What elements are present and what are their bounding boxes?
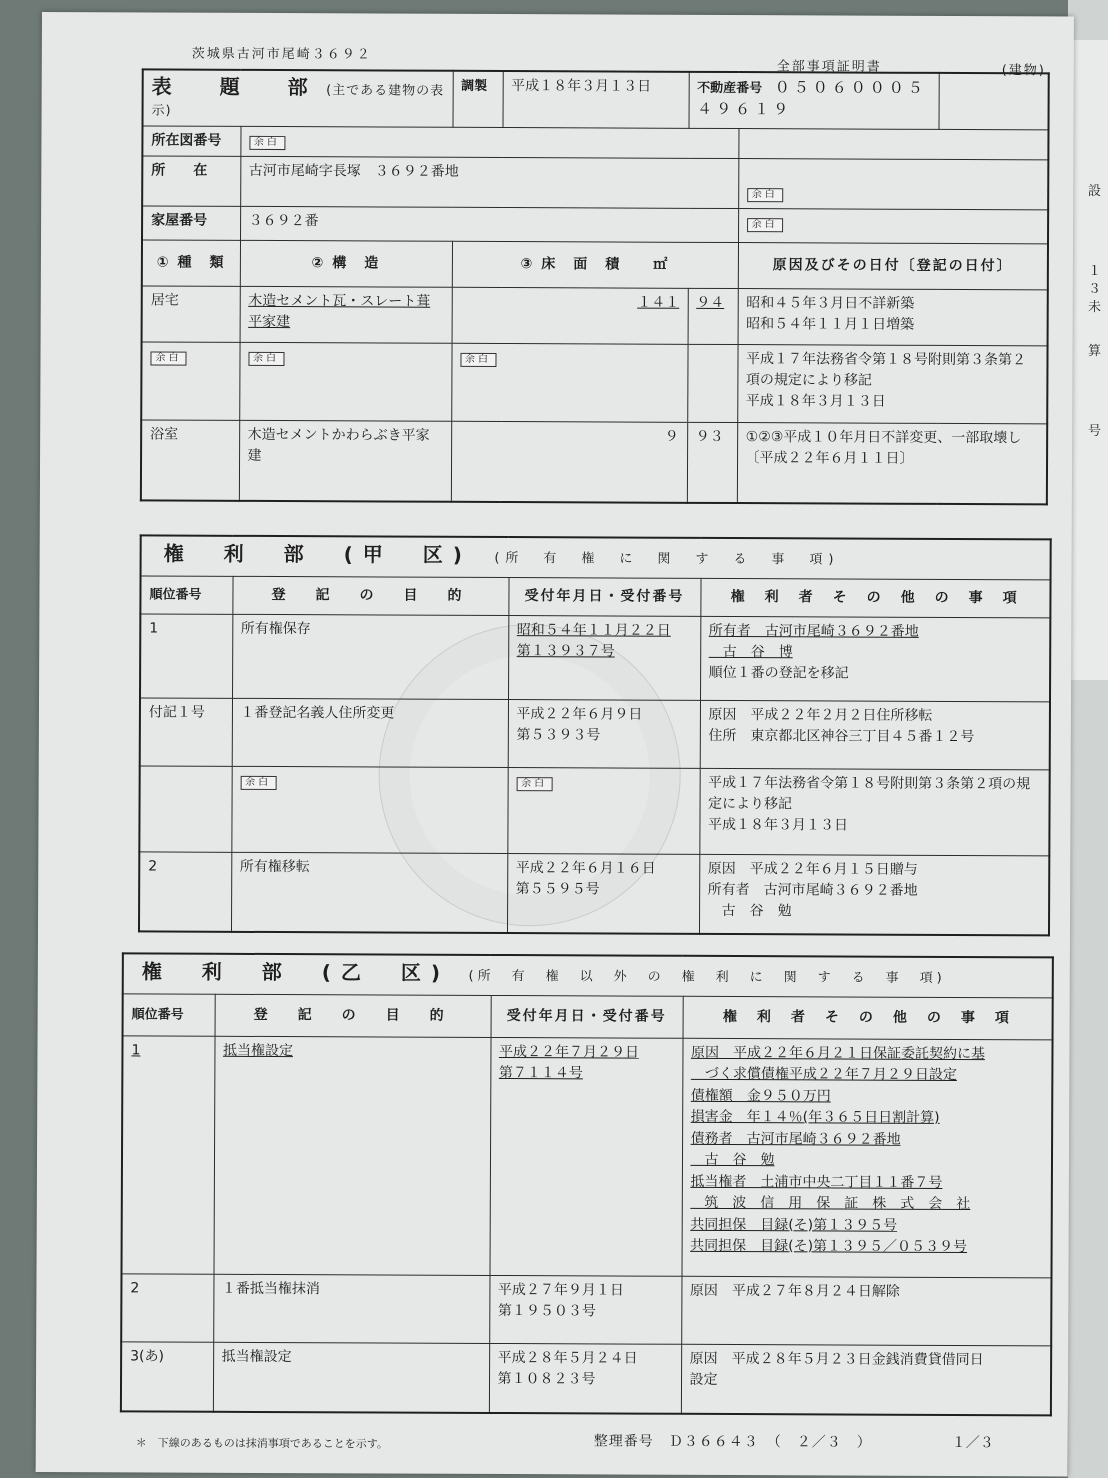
kenrisha-line: 古 谷 勉 xyxy=(707,902,792,919)
shozai-label: 所 在 xyxy=(142,156,240,206)
kenrisha-line: 損害金 年１４％(年３６５日日割計算) xyxy=(690,1108,940,1126)
juni-number: 3(あ) xyxy=(121,1341,213,1411)
mokuteki: 所有権移転 xyxy=(231,852,507,933)
uketsuke-line: 第５３９３号 xyxy=(516,726,601,743)
kenrisha-line: 原因 平成２２年２月２日住所移転 xyxy=(708,706,933,724)
uketsuke-line: 平成２２年７月２９日 xyxy=(498,1043,640,1061)
yohaku-stamp: 余白 xyxy=(150,351,186,365)
kaoku-value: ３６９２番 xyxy=(240,206,738,242)
kenrisha-line: 共同担保 目録(そ)第１３９５号 xyxy=(690,1216,898,1234)
fudosan-number: ０５０６０００５４９６１９ xyxy=(697,78,927,119)
kenrisha-line: 債権額 金９５０万円 xyxy=(690,1087,831,1104)
fudosan-label: 不動産番号 xyxy=(697,80,763,97)
col-kenrisha: 権 利 者 そ の 他 の 事 項 xyxy=(700,578,1050,618)
mokuteki: 所有権保存 xyxy=(232,614,508,699)
chosei-label: 調製 xyxy=(453,71,503,128)
kenrisha-line: づく求償債権平成２２年７月２９日設定 xyxy=(690,1065,957,1084)
kenrisha-line: 平成１８年３月１３日 xyxy=(707,816,848,834)
uketsuke-line: 第１３９３７号 xyxy=(516,642,615,660)
genin-line: ①②③平成１０年月日不詳変更、一部取壊し xyxy=(745,429,1022,447)
section-title: 表 題 部 xyxy=(151,74,322,100)
section-title: 権 利 部 (乙 区) xyxy=(141,959,451,985)
yohaku-stamp: 余白 xyxy=(249,136,285,150)
footnote: ＊ 下線のあるものは抹消事項であることを示す。 xyxy=(135,1436,388,1451)
yohaku-stamp: 余白 xyxy=(460,353,496,367)
kenrisha-line: 原因 平成２７年８月２４日解除 xyxy=(689,1282,900,1300)
property-address: 茨城県古河市尾崎３６９２ xyxy=(191,46,372,63)
juni-number: 2 xyxy=(121,1273,213,1341)
juni-number: 付記１号 xyxy=(140,697,232,765)
uketsuke-line: 平成２２年６月９日 xyxy=(516,705,643,723)
section-title: 権 利 部 (甲 区) xyxy=(163,541,472,567)
yohaku-stamp: 余白 xyxy=(516,777,552,791)
genin-line: 〔平成２２年６月１１日〕 xyxy=(745,450,914,467)
juni-number xyxy=(139,765,231,851)
col-menseki: ③ 床 面 積 ㎡ xyxy=(452,241,738,288)
area-integer: １４１ xyxy=(452,287,688,344)
col-shurui: ① 種 類 xyxy=(142,240,240,286)
seiri-number: 整理番号 Ｄ３６６４３ （ ２／３ ） xyxy=(593,1433,872,1451)
genin-line: 昭和４５年３月日不詳新築 xyxy=(746,295,915,312)
col-genin: 原因及びその日付〔登記の日付〕 xyxy=(738,243,1048,290)
section-subtitle: (主である建物の表示) xyxy=(151,83,445,119)
col-kozo: ② 構 造 xyxy=(240,240,452,287)
section-subtitle: (所 有 権 に 関 す る 事 項) xyxy=(494,550,840,568)
zumen-label: 所在図番号 xyxy=(142,126,240,156)
uketsuke-line: 第１０８２３号 xyxy=(497,1370,596,1387)
area-decimal: ９４ xyxy=(688,288,738,344)
section-subtitle: (所 有 権 以 外 の 権 利 に 関 す る 事 項) xyxy=(468,968,946,986)
uketsuke-line: 昭和５４年１１月２２日 xyxy=(516,621,671,639)
kenrisha-line: 共同担保 目録(そ)第１３９５／０５３９号 xyxy=(690,1237,968,1256)
entry-kozo: 木造セメントかわらぶき平家建 xyxy=(239,420,451,501)
document-type: 全部事項証明書 xyxy=(776,59,882,75)
col-mokuteki: 登 記 の 目 的 xyxy=(215,994,491,1037)
side-text: ３ xyxy=(1088,282,1102,297)
col-uketsuke: 受付年月日・受付番号 xyxy=(508,577,700,616)
uketsuke-line: 平成２２年６月１６日 xyxy=(515,859,656,877)
mokuteki: １番抵当権抹消 xyxy=(213,1274,489,1343)
juni-number: 1 xyxy=(121,1035,214,1273)
mokuteki: １番登記名義人住所変更 xyxy=(232,698,508,767)
kenrisha-line: 原因 平成２２年６月１５日贈与 xyxy=(707,860,918,878)
entry-kozo: 木造セメント瓦・スレート葺平家建 xyxy=(240,286,452,343)
side-text: 未 xyxy=(1088,300,1102,315)
kenrisha-line: 債務者 古河市尾崎３６９２番地 xyxy=(690,1130,901,1148)
kenrisha-line: 住所 東京都北区神谷三丁目４５番１２号 xyxy=(708,727,975,745)
yohaku-stamp: 余白 xyxy=(240,775,276,789)
page-number: １／３ xyxy=(951,1434,994,1452)
col-mokuteki: 登 記 の 目 的 xyxy=(232,576,508,615)
side-text: １ xyxy=(1088,264,1102,279)
kenrisha-line: 原因 平成２８年５月２３日金銭消費貸借同日 xyxy=(689,1350,984,1368)
shozai-value: 古河市尾崎字長塚 ３６９２番地 xyxy=(240,156,738,208)
chosei-date: 平成１８年３月１３日 xyxy=(503,71,689,128)
entry-shurui: 浴室 xyxy=(141,420,239,500)
ko-table xyxy=(138,534,1052,936)
col-kenrisha: 権 利 者 そ の 他 の 事 項 xyxy=(683,996,1053,1040)
kenrisha-line: 原因 平成２２年６月２１日保証委託契約に基 xyxy=(690,1044,985,1062)
kenrisha-line: 古 谷 博 xyxy=(708,643,793,660)
kenrisha-line: 順位１番の登記を移記 xyxy=(708,664,849,682)
yohaku-stamp: 余白 xyxy=(747,188,783,202)
area-integer: ９ xyxy=(451,421,687,502)
area-decimal: ９３ xyxy=(687,422,737,502)
yohaku-stamp: 余白 xyxy=(248,352,284,366)
entry-shurui: 居宅 xyxy=(142,286,240,342)
mokuteki: 抵当権設定 xyxy=(213,1036,490,1275)
col-juni: 順位番号 xyxy=(140,575,232,613)
yohaku-stamp: 余白 xyxy=(747,218,783,232)
kenrisha-line: 所有者 古河市尾崎３６９２番地 xyxy=(708,622,919,640)
kenrisha-line: 平成１７年法務省令第１８号附則第３条第２項の規定により移記 xyxy=(708,774,1031,812)
kenrisha-line: 所有者 古河市尾崎３６９２番地 xyxy=(707,881,918,899)
otsu-table xyxy=(120,952,1054,1416)
uketsuke-line: 第１９５０３号 xyxy=(497,1302,596,1319)
hyodai-table xyxy=(140,68,1050,504)
document-kind: (建物) xyxy=(1001,63,1046,79)
mokuteki: 抵当権設定 xyxy=(213,1342,489,1413)
juni-number: 2 xyxy=(139,851,231,931)
side-text: 設 xyxy=(1088,184,1102,199)
genin-line: 平成１７年法務省令第１８号附則第３条第２項の規定により移記 xyxy=(745,351,1027,389)
side-text: 算 xyxy=(1088,344,1102,359)
col-juni: 順位番号 xyxy=(123,993,215,1035)
kaoku-label: 家屋番号 xyxy=(142,206,240,240)
kenrisha-line: 設定 xyxy=(689,1371,718,1388)
kenrisha-line: 抵当権者 土浦市中央二丁目１１番７号 xyxy=(690,1173,943,1191)
col-uketsuke: 受付年月日・受付番号 xyxy=(491,995,683,1038)
kenrisha-line: 古 谷 勉 xyxy=(690,1151,775,1169)
side-text: 号 xyxy=(1088,424,1102,439)
uketsuke-line: 平成２８年５月２４日 xyxy=(497,1349,638,1367)
juni-number: 1 xyxy=(140,613,232,697)
kenrisha-line: 筑 波 信 用 保 証 株 式 会 社 xyxy=(690,1194,971,1213)
registry-certificate xyxy=(36,12,1074,1476)
uketsuke-line: 平成２７年９月１日 xyxy=(497,1281,624,1299)
genin-line: 平成１８年３月１３日 xyxy=(745,393,886,410)
uketsuke-line: 第５５９５号 xyxy=(515,880,600,897)
uketsuke-line: 第７１１４号 xyxy=(498,1064,583,1081)
genin-line: 昭和５４年１１月１日増築 xyxy=(746,316,915,333)
